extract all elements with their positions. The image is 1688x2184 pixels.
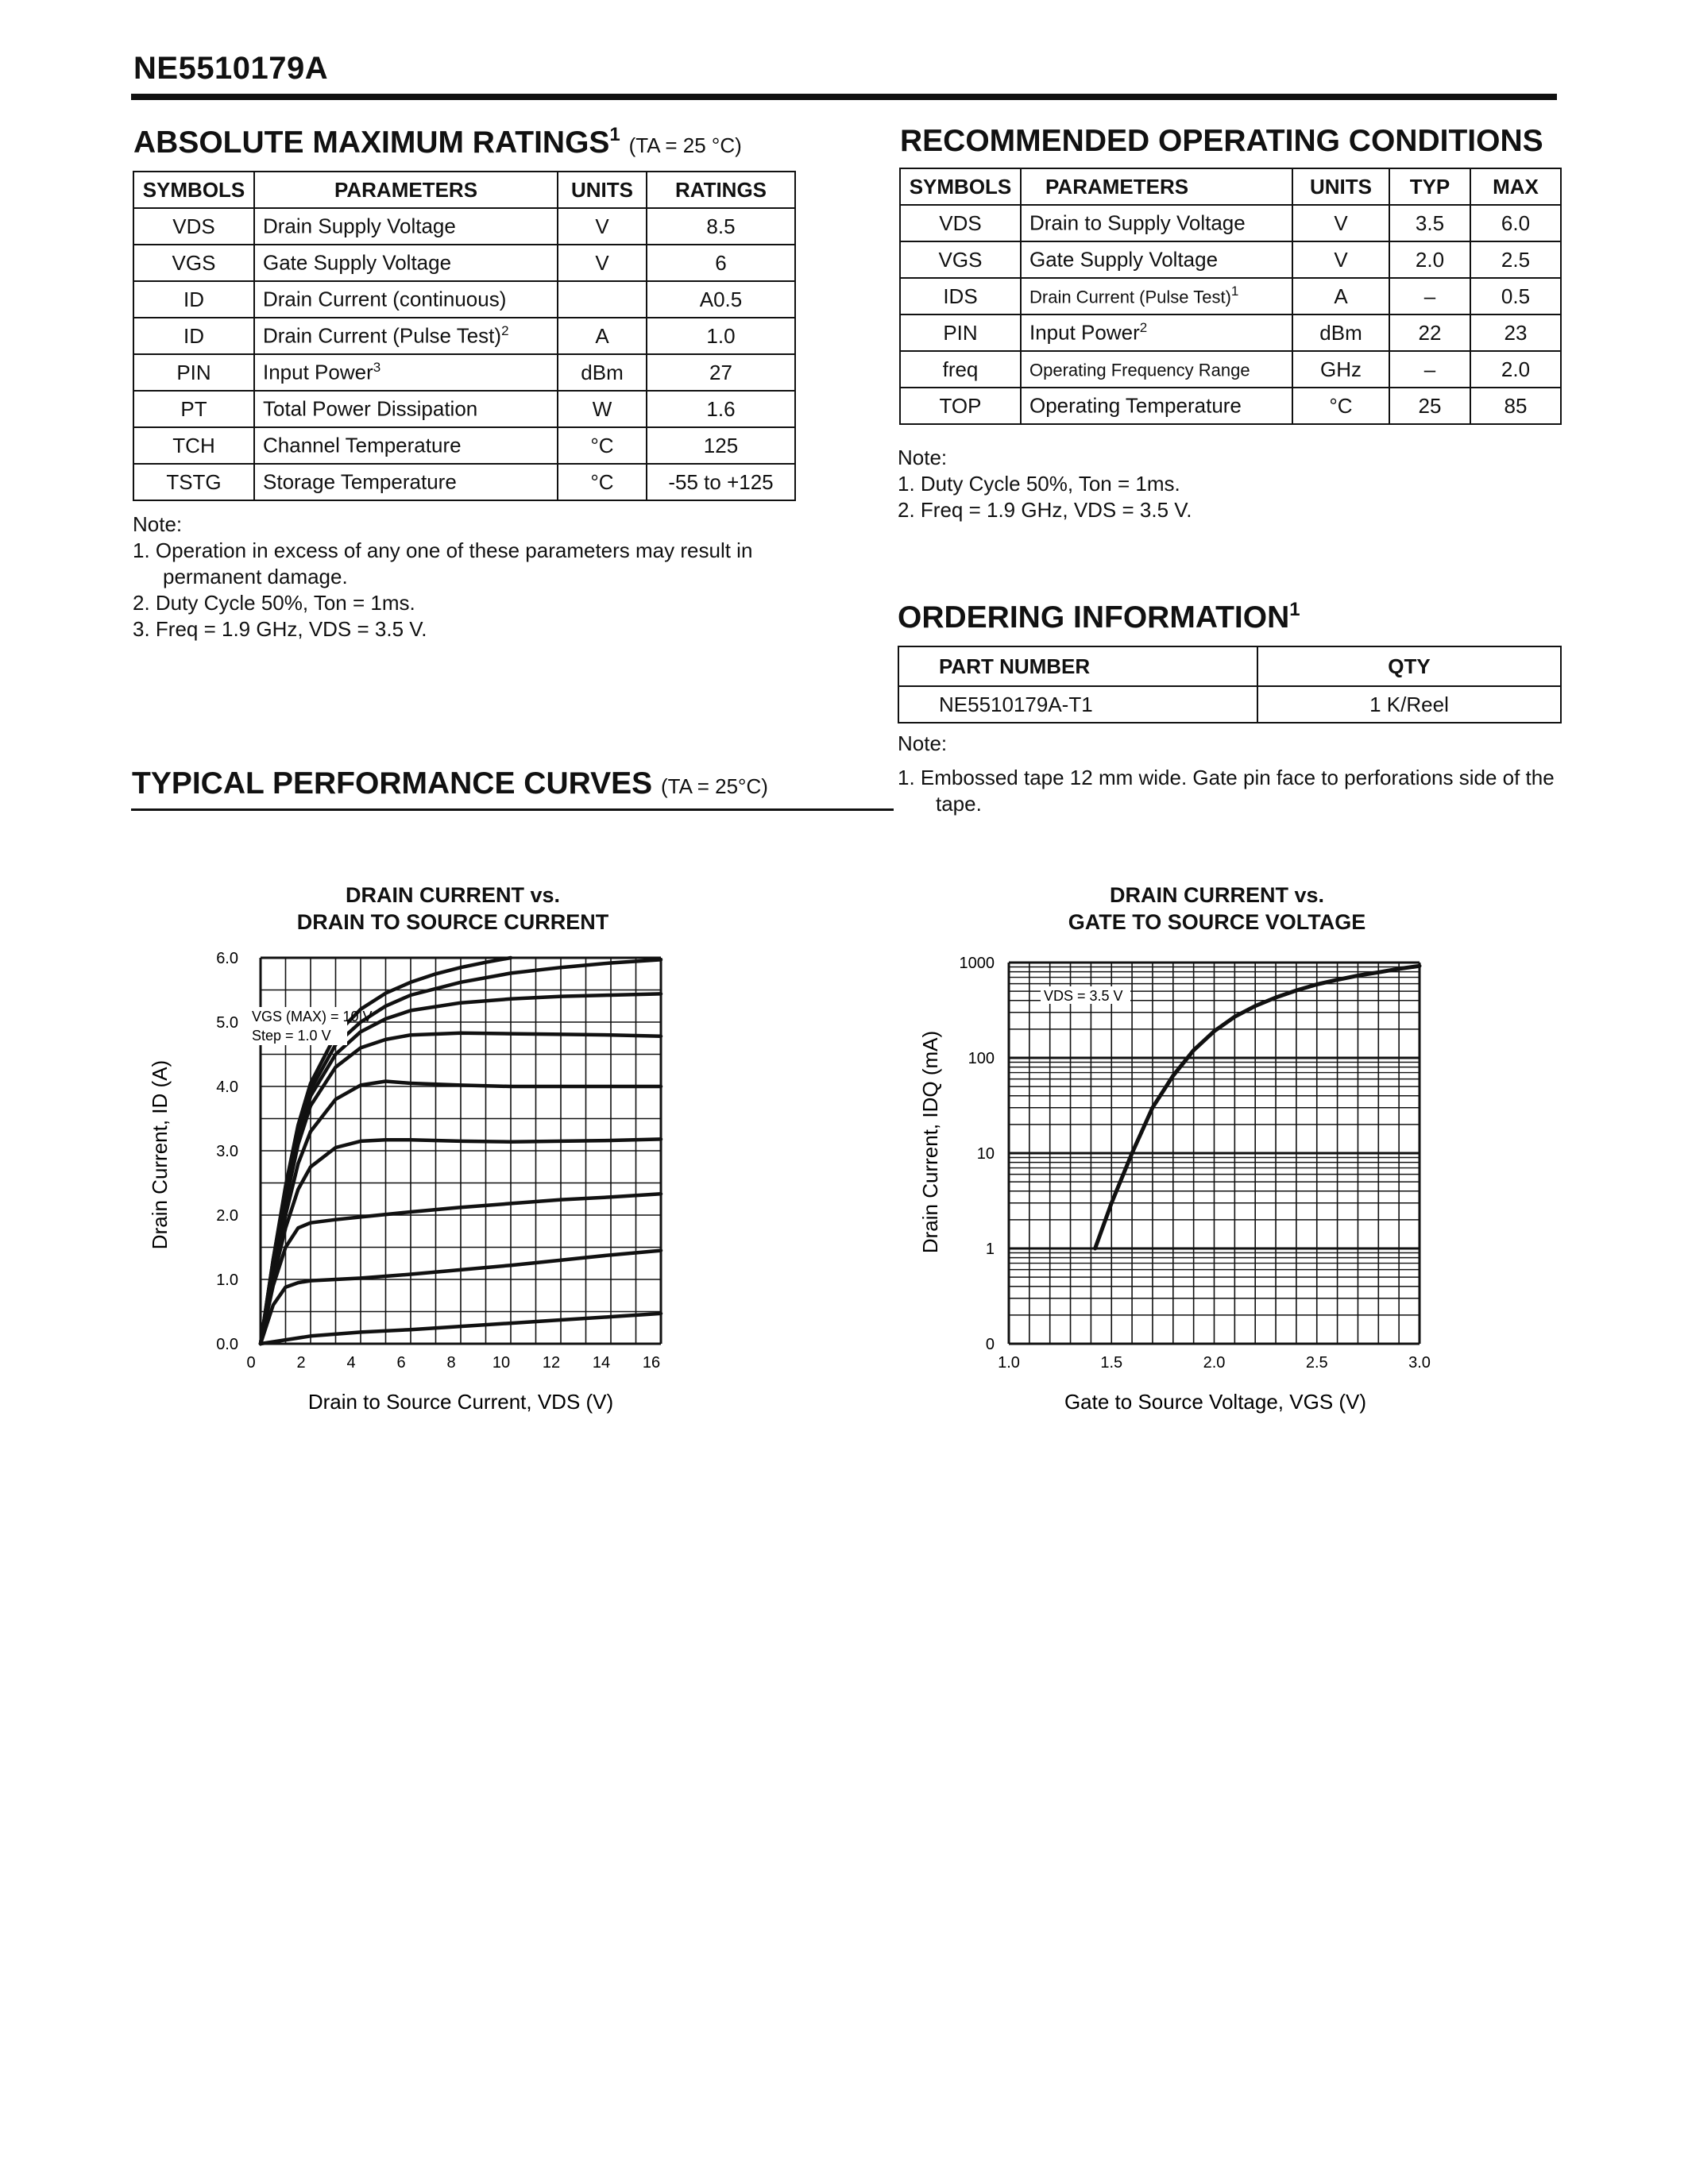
unit-cell: V — [558, 208, 647, 245]
symbol-cell: ID — [133, 318, 254, 354]
chart2-grid — [1009, 963, 1420, 1344]
symbol-cell: TOP — [900, 388, 1021, 424]
col-max: MAX — [1470, 168, 1561, 205]
recommended-notes — [898, 445, 1565, 523]
parameter-text: Operating Temperature — [1029, 393, 1242, 418]
part-number-header: NE5510179A — [133, 51, 329, 86]
ordering-note-1: 1. Embossed tape 12 mm wide. Gate pin face to perforations side of the tape. — [898, 766, 1555, 816]
col-qty: QTY — [1257, 646, 1561, 686]
chart1-svg — [135, 937, 691, 1430]
col-parameters: PARAMETERS — [1021, 168, 1292, 205]
chart2-xlabel: Gate to Source Voltage, VGS (V) — [1064, 1390, 1367, 1414]
abs-max-row — [133, 427, 795, 464]
rating-cell: 1.0 — [647, 318, 795, 354]
abs-max-title — [133, 125, 742, 160]
parameter-text: Drain Current (Pulse Test) — [263, 323, 502, 348]
col-symbols: SYMBOLS — [133, 172, 254, 208]
parameter-cell — [254, 354, 558, 391]
unit-cell: dBm — [1292, 314, 1389, 351]
col-typ: TYP — [1389, 168, 1470, 205]
rating-cell: 125 — [647, 427, 795, 464]
chart1-xlabel: Drain to Source Current, VDS (V) — [307, 1390, 614, 1414]
max-cell: 0.5 — [1470, 278, 1561, 314]
chart1-annotation-line2: Step = 1.0 V — [252, 1028, 331, 1044]
ordering-part: NE5510179A-T1 — [898, 686, 1257, 723]
symbol-cell: IDS — [900, 278, 1021, 314]
parameter-cell — [1021, 351, 1292, 388]
chart2-ytick-label: 1 — [985, 1241, 995, 1258]
chart2-xtick-label: 1.0 — [998, 1354, 1020, 1372]
rating-cell: 6 — [647, 245, 795, 281]
chart1-xtick-label: 12 — [542, 1354, 561, 1372]
symbol-cell: PIN — [900, 314, 1021, 351]
parameter-text: Drain Current (Pulse Test) — [1029, 287, 1231, 307]
chart1-ytick-label: 0.0 — [216, 1336, 238, 1353]
unit-cell: °C — [558, 427, 647, 464]
performance-rule — [131, 808, 894, 811]
chart1-ytick-label: 5.0 — [216, 1014, 238, 1032]
chart1-xtick-label: 16 — [642, 1354, 661, 1372]
abs-max-row — [133, 281, 795, 318]
parameter-sup: 2 — [501, 323, 509, 339]
parameter-text: Storage Temperature — [263, 469, 457, 494]
chart1-xtick-label: 10 — [492, 1354, 511, 1372]
abs-max-note-1: 1. Operation in excess of any one of these parameters may result in permanent damage. — [133, 538, 753, 588]
abs-max-row — [133, 354, 795, 391]
unit-cell: °C — [558, 464, 647, 500]
chart1-title-line1: DRAIN CURRENT vs. — [345, 883, 561, 907]
chart1-xtick-label: 6 — [396, 1354, 406, 1372]
parameter-text: Gate Supply Voltage — [1029, 247, 1219, 272]
parameter-text: Input Power — [263, 360, 373, 384]
abs-max-table — [133, 171, 796, 501]
ordering-qty: 1 K/Reel — [1257, 686, 1561, 723]
parameter-cell — [1021, 278, 1292, 314]
rating-cell: A0.5 — [647, 281, 795, 318]
parameter-cell — [1021, 241, 1292, 278]
chart2-xtick-label: 2.0 — [1203, 1354, 1226, 1372]
col-parameters: PARAMETERS — [254, 172, 558, 208]
recommended-row — [900, 351, 1561, 388]
col-ratings: RATINGS — [647, 172, 795, 208]
recommended-row — [900, 314, 1561, 351]
chart2-ytick-label: 10 — [976, 1145, 995, 1163]
typ-cell: – — [1389, 351, 1470, 388]
chart1-xtick-label: 2 — [296, 1354, 306, 1372]
col-units: UNITS — [558, 172, 647, 208]
chart1-ytick-label: 4.0 — [216, 1078, 238, 1096]
abs-max-note-3: 3. Freq = 1.9 GHz, VDS = 3.5 V. — [133, 617, 427, 641]
unit-cell: A — [558, 318, 647, 354]
chart2-title-line1: DRAIN CURRENT vs. — [1109, 883, 1325, 907]
symbol-cell: ID — [133, 281, 254, 318]
abs-max-note-2: 2. Duty Cycle 50%, Ton = 1ms. — [133, 591, 415, 615]
chart2-annotation: VDS = 3.5 V — [1044, 988, 1123, 1004]
chart2-title — [1026, 882, 1408, 936]
col-symbols: SYMBOLS — [900, 168, 1021, 205]
rating-cell: 27 — [647, 354, 795, 391]
recommended-row — [900, 241, 1561, 278]
parameter-sup: 1 — [1230, 284, 1239, 299]
parameter-sup: 2 — [1139, 320, 1148, 336]
chart2-svg — [906, 937, 1462, 1430]
max-cell: 6.0 — [1470, 205, 1561, 241]
chart2-xtick-label: 2.5 — [1305, 1354, 1328, 1372]
chart1-ytick-label: 6.0 — [216, 950, 238, 967]
typ-cell: 2.0 — [1389, 241, 1470, 278]
parameter-text: Drain to Supply Voltage — [1029, 210, 1246, 235]
ordering-title-sup: 1 — [1289, 599, 1300, 620]
parameter-cell — [254, 318, 558, 354]
recommended-row — [900, 388, 1561, 424]
chart2-title-line2: GATE TO SOURCE VOLTAGE — [1068, 910, 1366, 934]
typ-cell: – — [1389, 278, 1470, 314]
chart2-ylabel: Drain Current, IDQ (mA) — [918, 1030, 942, 1254]
chart1-ytick-label: 3.0 — [216, 1143, 238, 1160]
chart1-xtick-label: 14 — [592, 1354, 611, 1372]
chart1-xtick-label: 4 — [346, 1354, 356, 1372]
rating-cell: 1.6 — [647, 391, 795, 427]
parameter-cell — [254, 391, 558, 427]
symbol-cell: PT — [133, 391, 254, 427]
col-units: UNITS — [1292, 168, 1389, 205]
parameter-text: Gate Supply Voltage — [263, 250, 452, 275]
ordering-note-label: Note: — [898, 731, 948, 755]
ordering-header-row — [898, 646, 1561, 686]
unit-cell: A — [1292, 278, 1389, 314]
parameter-cell — [254, 464, 558, 500]
performance-condition: (TA = 25°C) — [660, 774, 768, 798]
symbol-cell: freq — [900, 351, 1021, 388]
chart1-title — [262, 882, 643, 936]
unit-cell: W — [558, 391, 647, 427]
max-cell: 23 — [1470, 314, 1561, 351]
abs-max-title-sup: 1 — [609, 124, 620, 145]
performance-title-text: TYPICAL PERFORMANCE CURVES — [132, 766, 653, 801]
typ-cell: 3.5 — [1389, 205, 1470, 241]
recommended-note-label: Note: — [898, 446, 948, 469]
recommended-note-2: 2. Freq = 1.9 GHz, VDS = 3.5 V. — [898, 498, 1192, 522]
abs-max-note-label: Note: — [133, 512, 183, 536]
parameter-text: Channel Temperature — [263, 433, 462, 457]
chart2-ytick-label: 100 — [968, 1050, 995, 1067]
header-rule — [131, 94, 1557, 100]
typ-cell: 25 — [1389, 388, 1470, 424]
symbol-cell: VDS — [900, 205, 1021, 241]
chart1-xtick-label: 8 — [446, 1354, 456, 1372]
chart2-xtick-label: 1.5 — [1100, 1354, 1123, 1372]
ordering-notes — [898, 731, 1565, 817]
recommended-title: RECOMMENDED OPERATING CONDITIONS — [900, 124, 1543, 158]
recommended-table — [899, 168, 1562, 425]
chart1-ylabel: Drain Current, ID (A) — [148, 1059, 172, 1250]
recommended-row — [900, 205, 1561, 241]
chart1-ytick-label: 2.0 — [216, 1207, 238, 1225]
abs-max-header-row — [133, 172, 795, 208]
ordering-title-text: ORDERING INFORMATION — [898, 600, 1290, 635]
chart1-title-line2: DRAIN TO SOURCE CURRENT — [296, 910, 609, 934]
parameter-text: Input Power — [1029, 320, 1140, 345]
chart1-ytick-label: 1.0 — [216, 1271, 238, 1289]
ordering-table — [898, 646, 1562, 723]
symbol-cell: PIN — [133, 354, 254, 391]
parameter-cell — [254, 208, 558, 245]
max-cell: 2.5 — [1470, 241, 1561, 278]
symbol-cell: VDS — [133, 208, 254, 245]
abs-max-row — [133, 391, 795, 427]
typ-cell: 22 — [1389, 314, 1470, 351]
symbol-cell: TSTG — [133, 464, 254, 500]
symbol-cell: VGS — [133, 245, 254, 281]
unit-cell — [558, 281, 647, 318]
symbol-cell: TCH — [133, 427, 254, 464]
chart1-annotation-line1: VGS (MAX) = 10 V — [252, 1009, 373, 1024]
parameter-cell — [254, 281, 558, 318]
parameter-text: Drain Supply Voltage — [263, 214, 456, 238]
abs-max-row — [133, 208, 795, 245]
recommended-header-row — [900, 168, 1561, 205]
col-part-number: PART NUMBER — [898, 646, 1257, 686]
parameter-text: Total Power Dissipation — [263, 396, 478, 421]
unit-cell: °C — [1292, 388, 1389, 424]
abs-max-row — [133, 464, 795, 500]
unit-cell: V — [1292, 205, 1389, 241]
performance-title — [132, 766, 768, 801]
parameter-text: Operating Frequency Range — [1029, 360, 1250, 380]
max-cell: 85 — [1470, 388, 1561, 424]
parameter-cell — [254, 427, 558, 464]
chart1-xtick-label: 0 — [246, 1354, 256, 1372]
recommended-note-1: 1. Duty Cycle 50%, Ton = 1ms. — [898, 472, 1180, 496]
parameter-text: Drain Current (continuous) — [263, 287, 507, 311]
parameter-sup: 3 — [373, 360, 381, 376]
unit-cell: dBm — [558, 354, 647, 391]
ordering-row — [898, 686, 1561, 723]
parameter-cell — [1021, 388, 1292, 424]
ordering-title — [898, 600, 1300, 635]
rating-cell: 8.5 — [647, 208, 795, 245]
abs-max-row — [133, 318, 795, 354]
unit-cell: V — [1292, 241, 1389, 278]
unit-cell: V — [558, 245, 647, 281]
max-cell: 2.0 — [1470, 351, 1561, 388]
abs-max-condition: (TA = 25 °C) — [628, 133, 742, 157]
parameter-cell — [1021, 205, 1292, 241]
abs-max-notes — [133, 511, 800, 642]
parameter-cell — [1021, 314, 1292, 351]
rating-cell: -55 to +125 — [647, 464, 795, 500]
chart2-ytick-label: 1000 — [959, 955, 995, 972]
parameter-cell — [254, 245, 558, 281]
chart2-xtick-label: 3.0 — [1408, 1354, 1431, 1372]
abs-max-row — [133, 245, 795, 281]
unit-cell: GHz — [1292, 351, 1389, 388]
abs-max-title-text: ABSOLUTE MAXIMUM RATINGS — [133, 125, 610, 160]
chart2-ytick-label: 0 — [985, 1336, 995, 1353]
recommended-row — [900, 278, 1561, 314]
symbol-cell: VGS — [900, 241, 1021, 278]
